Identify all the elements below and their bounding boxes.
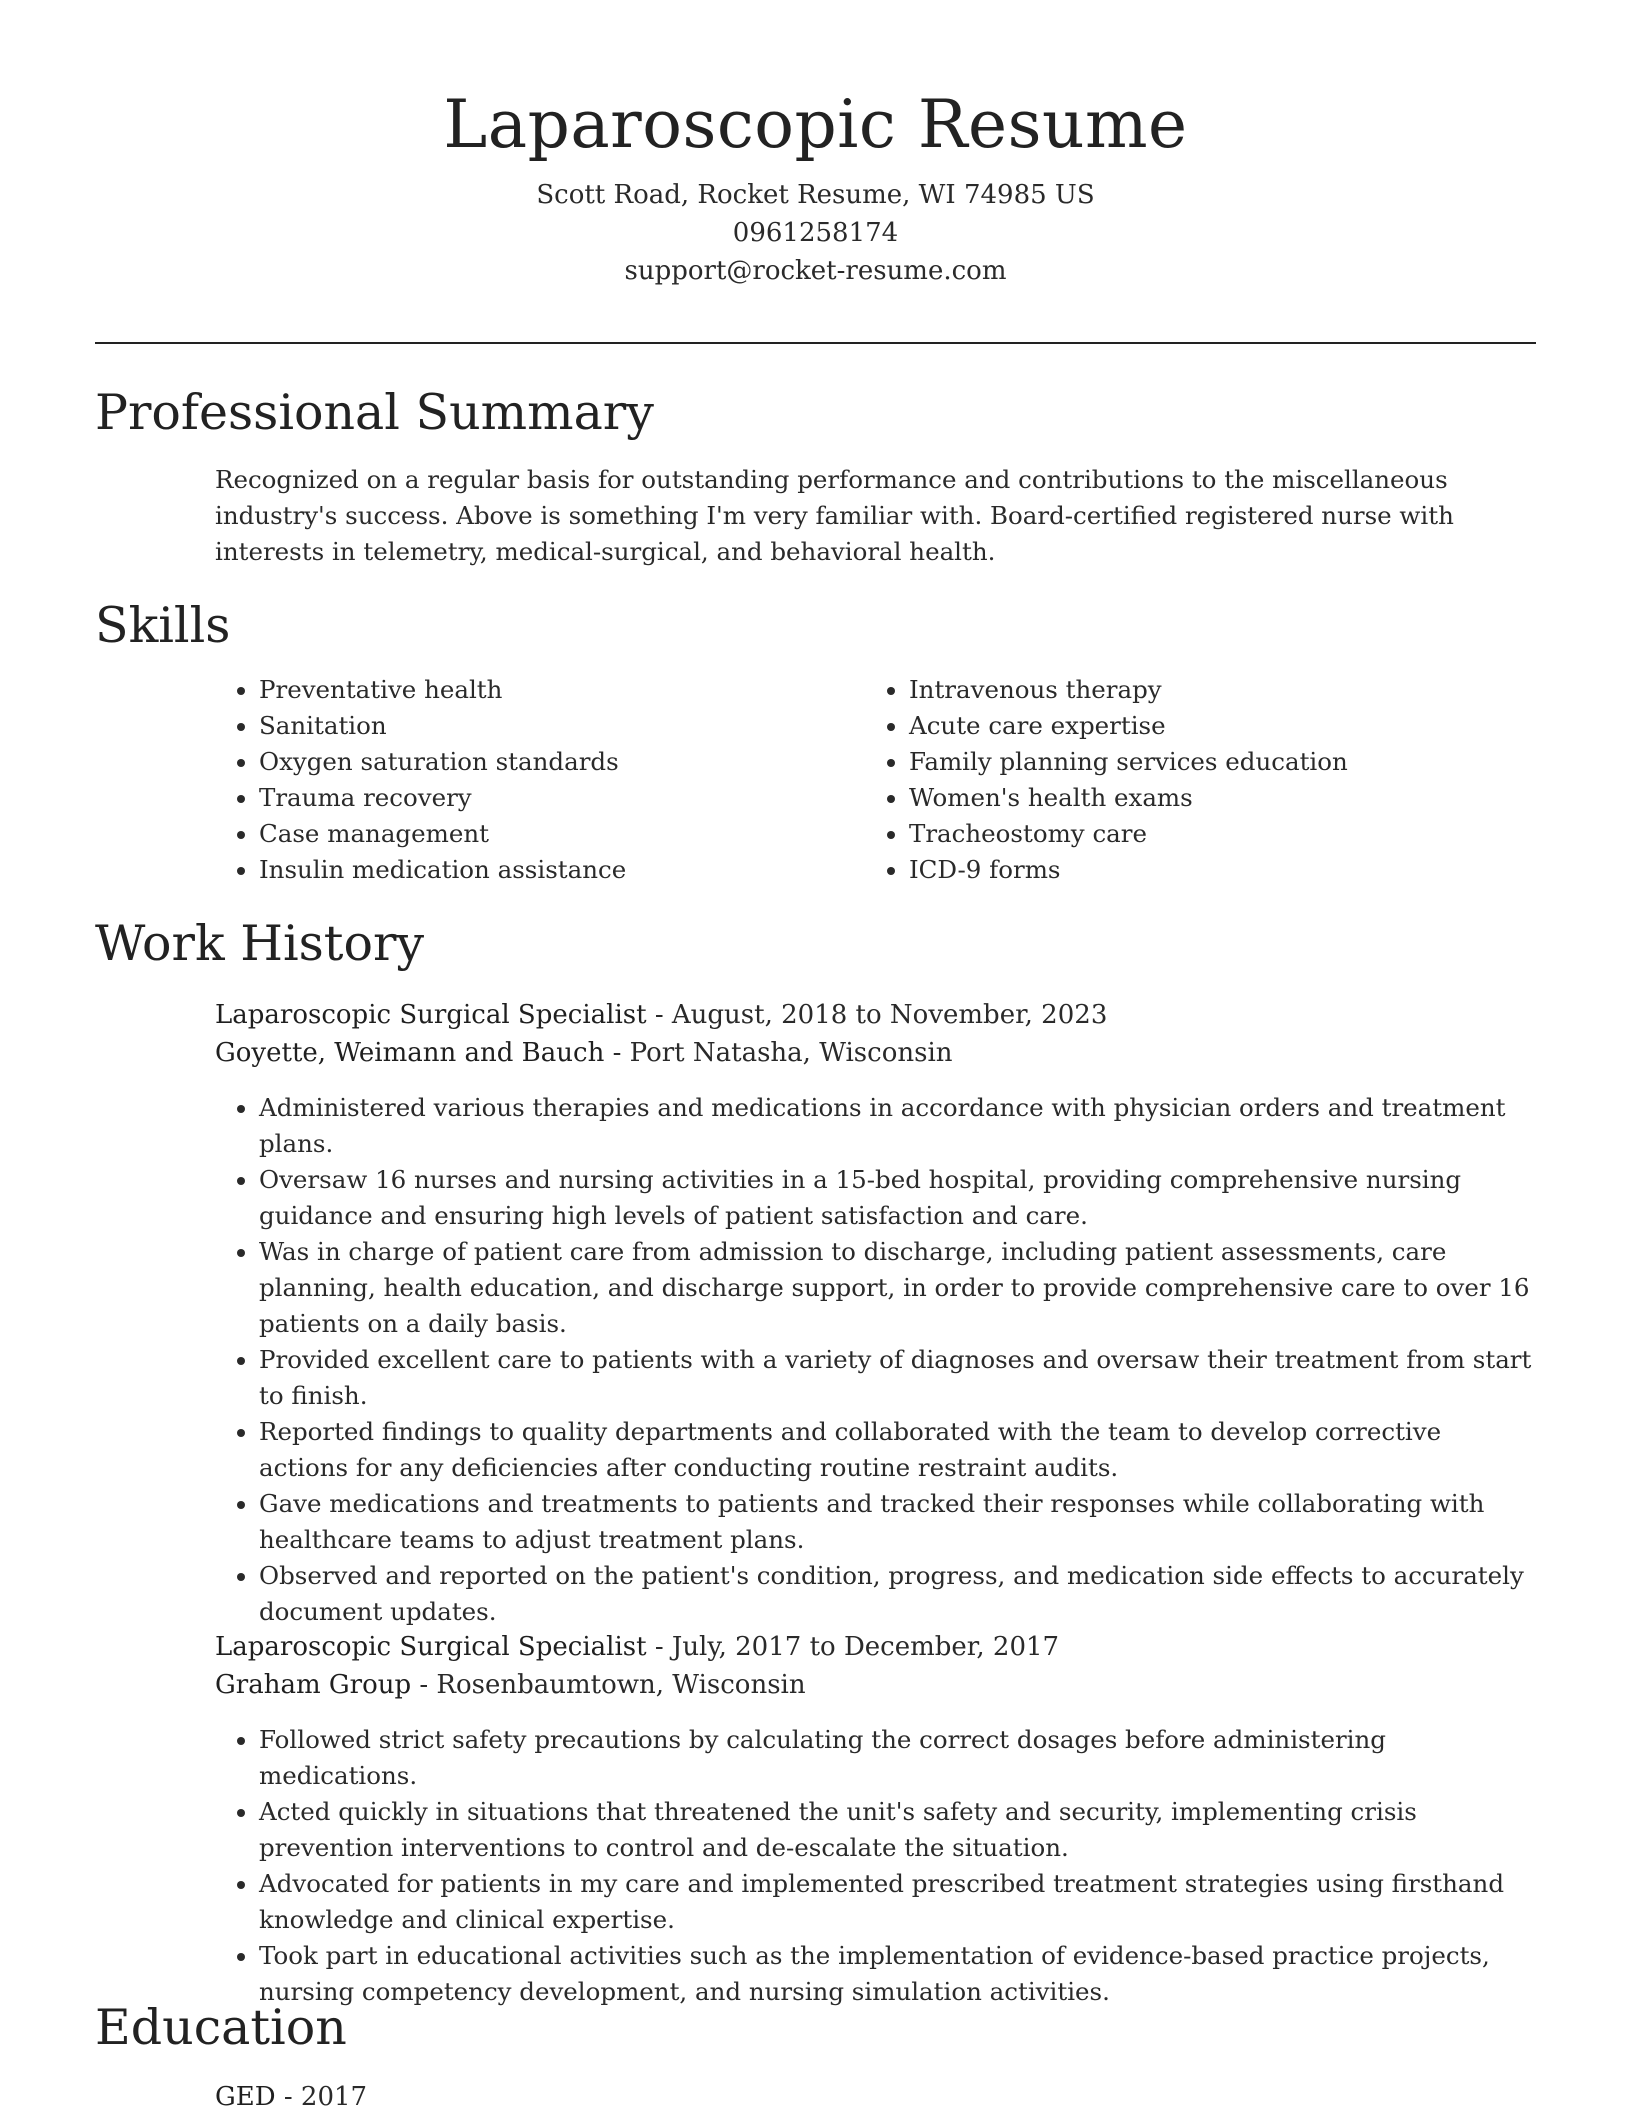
education-line [215, 2078, 1537, 2116]
job-bullet: • Administered various therapies and medications in accordance with physician orders and treatment plans. [259, 1090, 1537, 1162]
summary-text: Recognized on a regular basis for outstanding performance and contributions to the miscellaneous industry's success. Above is something I'm very familiar with. Board-certified registered nurse with interests in telemetry, medical-surgical, and behavioral health. [215, 465, 1454, 566]
job-role: Laparoscopic Surgical Specialist [215, 1000, 647, 1030]
job-role: Laparoscopic Surgical Specialist [215, 1632, 647, 1662]
skills-column-left [215, 672, 865, 888]
education-year: - 2017 [275, 2082, 368, 2112]
resume-header [95, 80, 1536, 290]
job-bullet: • Acted quickly in situations that threatened the unit's safety and security, implementing crisis prevention interventions to control and de-escalate the situation. [259, 1794, 1537, 1866]
work-history-heading: Work History [95, 915, 425, 972]
skill-item: • Sanitation [259, 708, 865, 744]
job-company: Graham Group [215, 1670, 412, 1700]
job-bullet: • Observed and reported on the patient's condition, progress, and medication side effects to accurately document updates. [259, 1558, 1537, 1630]
skills-column-right [865, 672, 1515, 888]
job-bullet: • Took part in educational activities such as the implementation of evidence-based practice projects, nursing competency development, and nursing simulation activities. [259, 1938, 1537, 2010]
resume-name: Laparoscopic Resume [443, 86, 1188, 163]
contact-phone: 0961258174 [732, 218, 899, 248]
job-bullet: • Reported findings to quality departments and collaborated with the team to develop corrective actions for any deficiencies after conducting routine restraint audits. [259, 1414, 1537, 1486]
skill-item: • Family planning services education [909, 744, 1515, 780]
job-bullet: • Gave medications and treatments to patients and tracked their responses while collaborating with healthcare teams to adjust treatment plans. [259, 1486, 1537, 1558]
skills-list [215, 672, 1537, 888]
job-entry [215, 996, 1537, 1630]
job-dates: - August, 2018 to November, 2023 [646, 1000, 1108, 1030]
header-divider [95, 342, 1536, 344]
skill-item: • Acute care expertise [909, 708, 1515, 744]
job-title-line [215, 996, 1537, 1034]
skill-item: • Oxygen saturation standards [259, 744, 865, 780]
skill-item: • Trauma recovery [259, 780, 865, 816]
job-company-line [215, 1034, 1537, 1072]
job-bullet: • Advocated for patients in my care and implemented prescribed treatment strategies using firsthand knowledge and clinical expertise. [259, 1866, 1537, 1938]
job-bullets [215, 1090, 1537, 1630]
job-company: Goyette, Weimann and Bauch [215, 1038, 605, 1068]
job-bullets [215, 1722, 1537, 2010]
job-entry [215, 1628, 1537, 2010]
summary-heading: Professional Summary [95, 384, 654, 441]
job-bullet: • Oversaw 16 nurses and nursing activities in a 15-bed hospital, providing comprehensive nursing guidance and ensuring high levels of patient satisfaction and care. [259, 1162, 1537, 1234]
skill-item: • Tracheostomy care [909, 816, 1515, 852]
skills-heading: Skills [95, 597, 231, 654]
skill-item: • Preventative health [259, 672, 865, 708]
job-title-line [215, 1628, 1537, 1666]
job-location: - Port Natasha, Wisconsin [604, 1038, 953, 1068]
job-bullet: • Followed strict safety precautions by calculating the correct dosages before administering medications. [259, 1722, 1537, 1794]
education-heading: Education [95, 1999, 347, 2056]
skill-item: • Insulin medication assistance [259, 852, 865, 888]
job-bullet: • Was in charge of patient care from admission to discharge, including patient assessments, care planning, health education, and discharge support, in order to provide comprehensive care to over 16 patients on a daily basis. [259, 1234, 1537, 1342]
job-company-line [215, 1666, 1537, 1704]
education-degree: GED [215, 2082, 276, 2112]
job-dates: - July, 2017 to December, 2017 [646, 1632, 1060, 1662]
contact-address: Scott Road, Rocket Resume, WI 74985 US [536, 180, 1095, 210]
job-location: - Rosenbaumtown, Wisconsin [411, 1670, 806, 1700]
skill-item: • Women's health exams [909, 780, 1515, 816]
contact-email: support@rocket-resume.com [624, 256, 1007, 286]
skill-item: • ICD-9 forms [909, 852, 1515, 888]
skill-item: • Intravenous therapy [909, 672, 1515, 708]
job-bullet: • Provided excellent care to patients with a variety of diagnoses and oversaw their treatment from start to finish. [259, 1342, 1537, 1414]
education-entry [215, 2078, 1537, 2116]
skill-item: • Case management [259, 816, 865, 852]
